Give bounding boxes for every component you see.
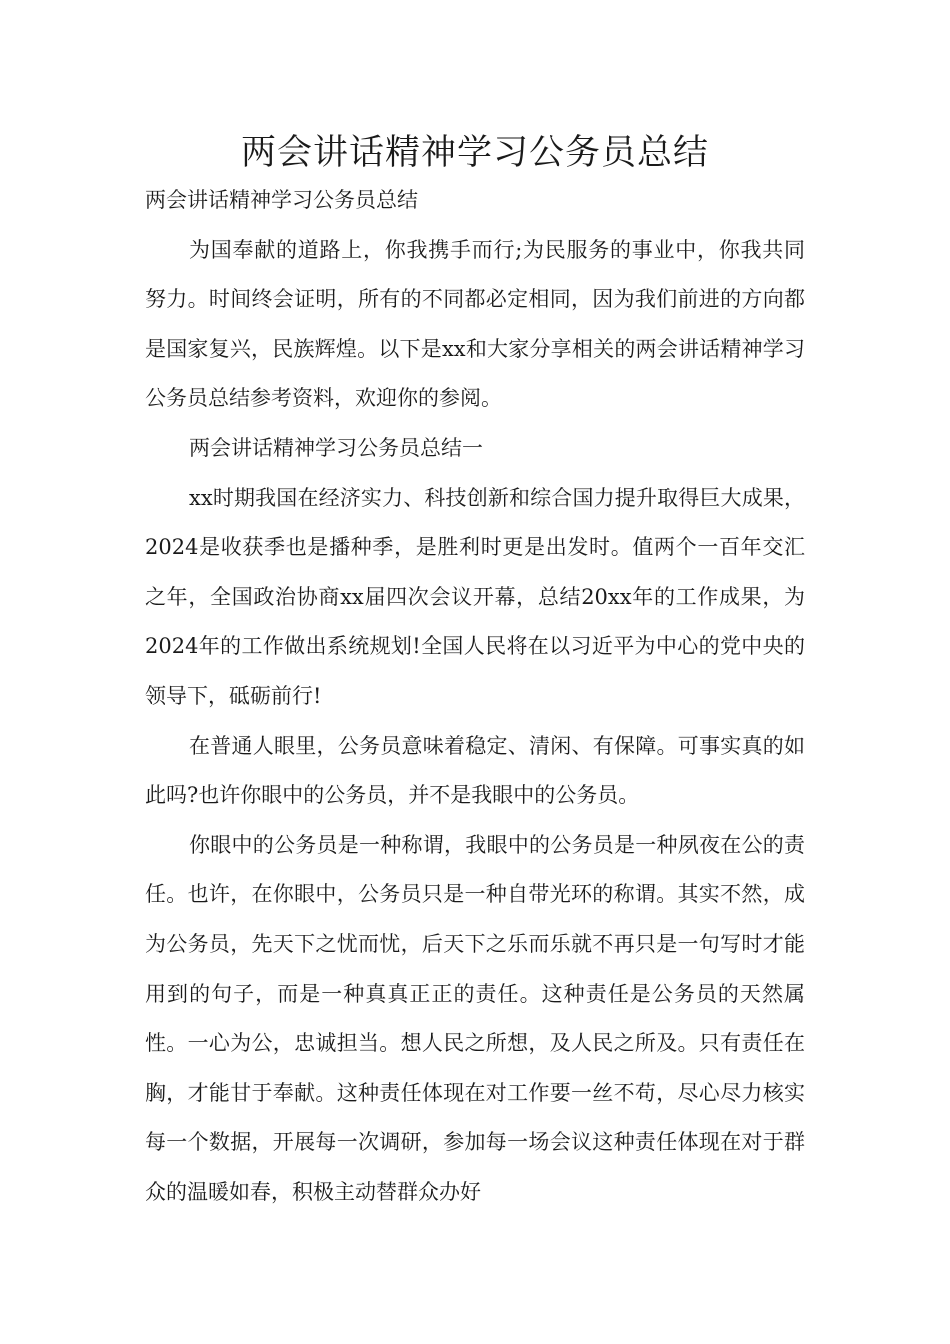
document-subtitle: 两会讲话精神学习公务员总结: [145, 188, 418, 212]
paragraph-intro: 为国奉献的道路上，你我携手而行;为民服务的事业中，你我共同努力。时间终会证明，所有的不同都必定相同，因为我们前进的方向都是国家复兴，民族辉煌。以下是xx和大家分享相关的两会讲话精神学习公务员总结参考资料，欢迎你的参阅。: [145, 237, 805, 411]
document-title: 两会讲话精神学习公务员总结: [240, 133, 709, 173]
section-heading: 两会讲话精神学习公务员总结一: [189, 435, 483, 460]
paragraph: xx时期我国在经济实力、科技创新和综合国力提升取得巨大成果，2024是收获季也是播种季，是胜利时更是出发时。值两个一百年交汇之年，全国政治协商xx届四次会议开幕，总结20xx年的工作成果，为2024年的工作做出系统规划!全国人民将在以习近平为中心的党中央的领导下，砥砺前行!: [145, 485, 805, 708]
paragraph: 你眼中的公务员是一种称谓，我眼中的公务员是一种夙夜在公的责任。也许，在你眼中，公务员只是一种自带光环的称谓。其实不然，成为公务员，先天下之忧而忧，后天下之乐而乐就不再只是一句写时才能用到的句子，而是一种真真正正的责任。这种责任是公务员的天然属性。一心为公，忠诚担当。想人民之所想，及人民之所及。只有责任在胸，才能甘于奉献。这种责任体现在对工作要一丝不苟，尽心尽力核实每一个数据，开展每一次调研，参加每一场会议这种责任体现在对于群众的温暖如春，积极主动替群众办好: [145, 832, 805, 1204]
document-body: [145, 176, 805, 1217]
paragraph: 在普通人眼里，公务员意味着稳定、清闲、有保障。可事实真的如此吗?也许你眼中的公务员，并不是我眼中的公务员。: [145, 733, 805, 808]
